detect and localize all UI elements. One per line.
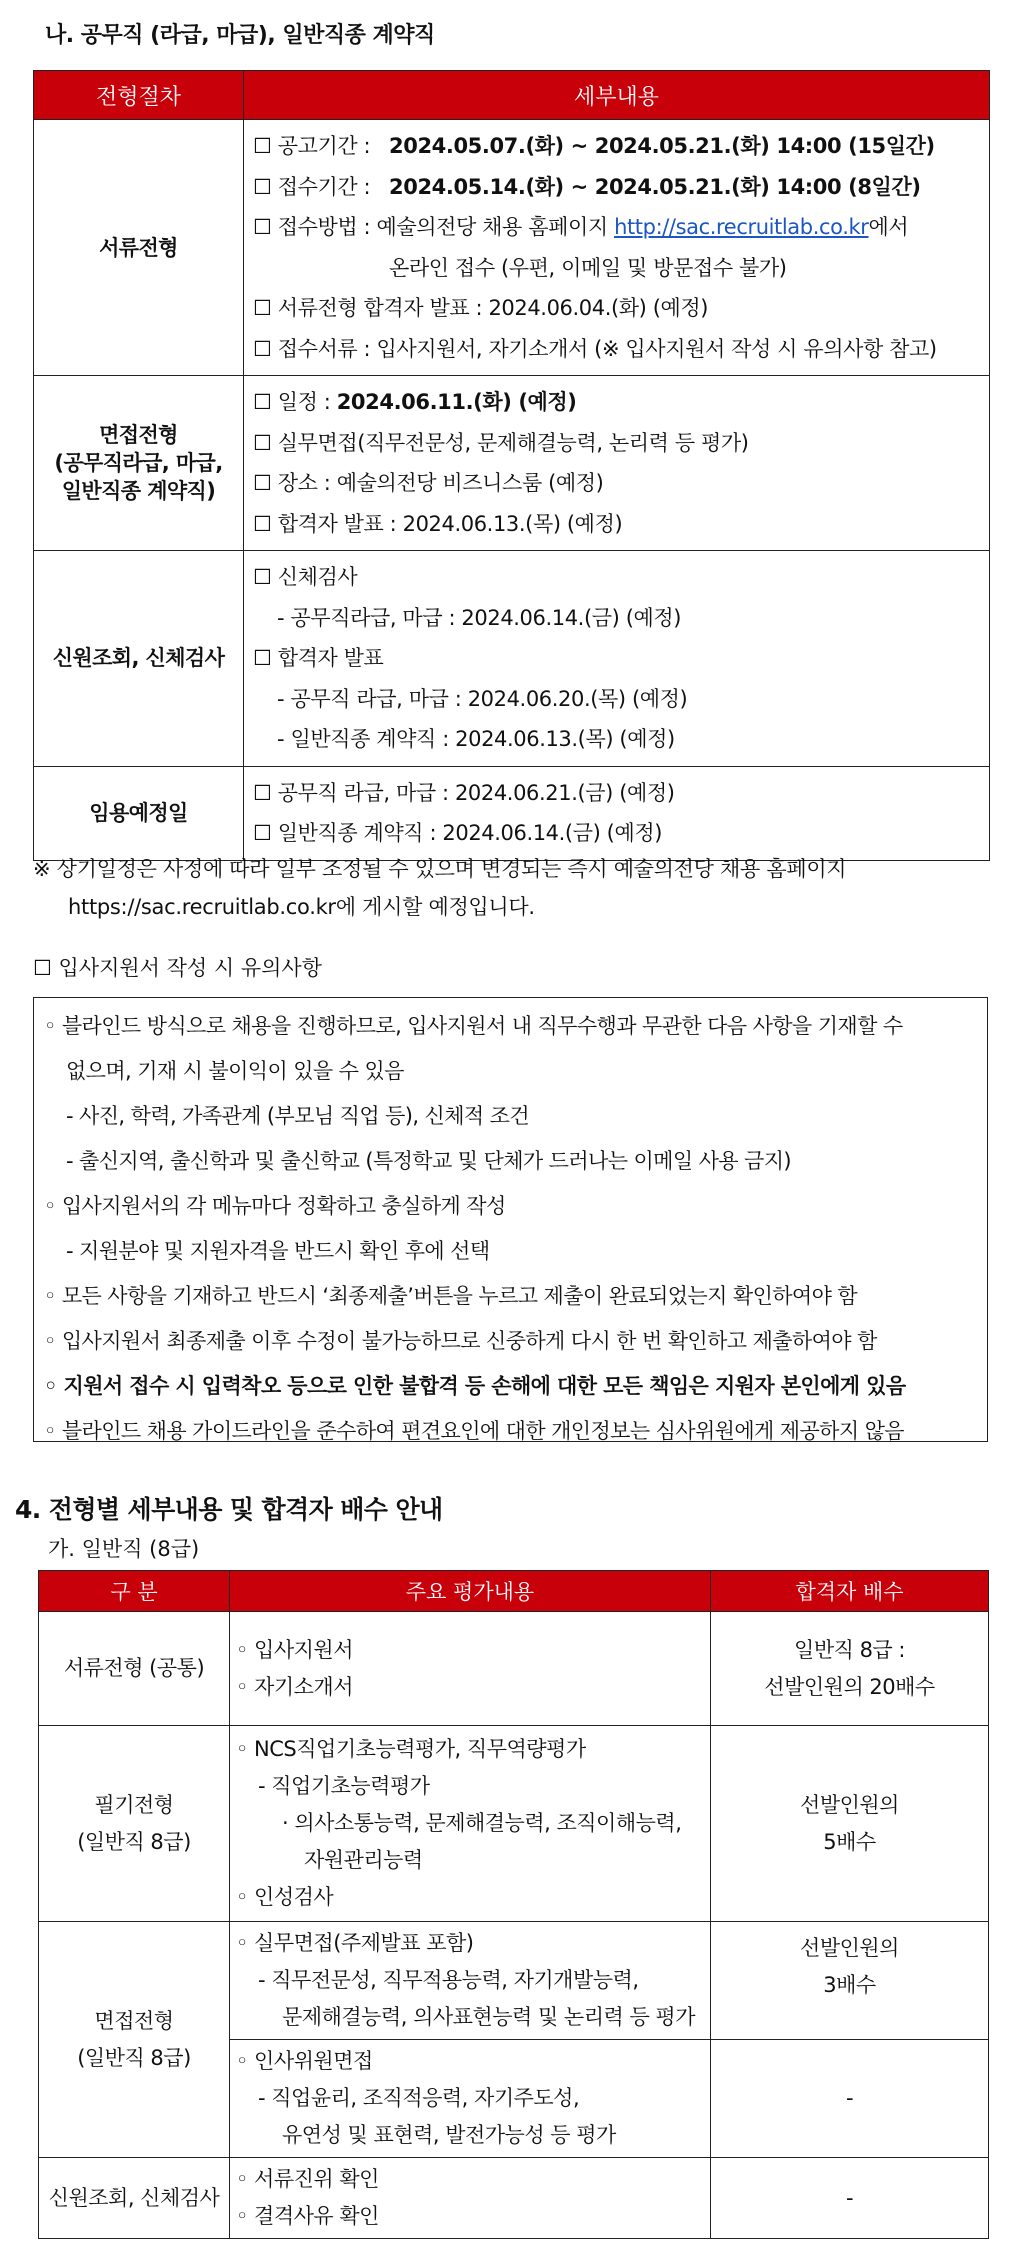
text-line: ☐ 일반직종 계약직 : 2024.06.14.(금) (예정) <box>253 821 663 845</box>
text-line: - 직업기초능력평가 <box>258 1774 430 1798</box>
stage-hire: 임용예정일 <box>34 766 244 860</box>
text-line: - 일반직종 계약직 : 2024.06.13.(목) (예정) <box>277 727 675 751</box>
text-line: ◦ 입사지원서 <box>236 1637 353 1662</box>
header-stage: 전형절차 <box>34 71 244 120</box>
header-detail: 세부내용 <box>244 71 990 120</box>
caution-box <box>33 997 988 1442</box>
text-line: ◦ NCS직업기초능력평가, 직무역량평가 <box>236 1737 586 1761</box>
stage-cell <box>39 1726 230 1922</box>
text-line: - 공무직라급, 마급 : 2024.06.14.(금) (예정) <box>277 605 682 630</box>
list-item: ◦ 블라인드 채용 가이드라인을 준수하여 편견요인에 대한 개인정보는 심사위원에게 제공하지 않음 <box>44 1419 904 1443</box>
content-cell <box>230 2040 711 2158</box>
text-line: 선발인원의 <box>800 1936 899 1960</box>
text-line: 자원관리능력 <box>304 1848 423 1872</box>
text-line: ☐ 서류전형 합격자 발표 : 2024.06.04.(화) (예정) <box>253 296 709 320</box>
stage-line: 면접전형 <box>99 423 178 447</box>
value: 2024.05.07.(화) ~ 2024.05.21.(화) 14:00 (15일간) <box>389 134 935 158</box>
stage-cell: 서류전형 (공통) <box>39 1612 230 1726</box>
table-row <box>39 1726 989 1922</box>
list-item: - 사진, 학력, 가족관계 (부모님 직업 등), 신체적 조건 <box>66 1104 530 1128</box>
text-line: (일반직 8급) <box>77 2045 191 2070</box>
list-item: ◦ 지원서 접수 시 입력착오 등으로 인한 불합격 등 손해에 대한 모든 책임은 지원자 본인에게 있음 <box>44 1374 906 1398</box>
text-line: (일반직 8급) <box>77 1829 191 1854</box>
value: 2024.05.14.(화) ~ 2024.05.21.(화) 14:00 (8일간) <box>389 174 921 199</box>
text-line: - 공무직 라급, 마급 : 2024.06.20.(목) (예정) <box>277 686 688 711</box>
text-line: 유연성 및 표현력, 발전가능성 등 평가 <box>282 2123 616 2147</box>
text-line: ☐ 실무면접(직무전문성, 문제해결능력, 논리력 등 평가) <box>253 430 749 455</box>
stage-check: 신원조회, 신체검사 <box>34 551 244 767</box>
text-line: - 직무전문성, 직무적용능력, 자기개발능력, <box>258 1968 639 1992</box>
table-row <box>39 2158 989 2239</box>
text-line: ◦ 인사위원면접 <box>236 2049 373 2073</box>
label: 에서 <box>868 215 909 239</box>
detail-interview <box>244 376 990 551</box>
text-line: 5배수 <box>823 1829 876 1854</box>
text-line: ◦ 인성검사 <box>236 1885 334 1909</box>
text-line: 필기전형 <box>94 1792 174 1817</box>
table-row <box>34 120 990 376</box>
section4-subtitle: 가. 일반직 (8급) <box>48 1537 200 1561</box>
content-cell <box>230 1612 711 1726</box>
text-line: 선발인원의 20배수 <box>764 1674 935 1699</box>
table-row <box>34 551 990 767</box>
stage-cell <box>39 1922 230 2158</box>
table-row <box>34 766 990 860</box>
ratio-cell <box>711 1612 989 1726</box>
label: ☐ 일정 : <box>253 390 331 414</box>
recruit-link[interactable]: http://sac.recruitlab.co.kr <box>614 215 869 239</box>
schedule-note <box>33 850 846 926</box>
ratio-cell <box>711 1726 989 1922</box>
list-item: ◦ 입사지원서 최종제출 이후 수정이 불가능하므로 신중하게 다시 한 번 확인하고 제출하여야 함 <box>44 1329 877 1353</box>
text-line: 3배수 <box>823 1973 876 1997</box>
section-title: 나. 공무직 (라급, 마급), 일반직종 계약직 <box>45 23 435 48</box>
text-line: ◦ 서류진위 확인 <box>236 2167 379 2191</box>
text-line: ◦ 결격사유 확인 <box>236 2204 379 2228</box>
text-line: 문제해결능력, 의사표현능력 및 논리력 등 평가 <box>282 2005 695 2029</box>
list-item: - 출신지역, 출신학과 및 출신학교 (특정학교 및 단체가 드러나는 이메일 사용 금지) <box>66 1149 792 1173</box>
content-cell <box>230 1726 711 1922</box>
stage-line: 일반직종 계약직) <box>61 479 216 503</box>
list-item: ◦ 블라인드 방식으로 채용을 진행하므로, 입사지원서 내 직무수행과 무관한 다음 사항을 기재할 수 <box>44 1014 903 1038</box>
schedule-table-header <box>34 71 990 120</box>
stage-line: (공무직라급, 마급, <box>54 451 223 475</box>
stage-cell: 신원조회, 신체검사 <box>39 2158 230 2239</box>
text-line: 면접전형 <box>94 2008 174 2033</box>
text-line: 온라인 접수 (우편, 이메일 및 방문접수 불가) <box>389 255 787 280</box>
note-line: ※ 상기일정은 사정에 따라 일부 조정될 수 있으며 변경되는 즉시 예술의전당 채용 홈페이지 <box>33 857 847 881</box>
label: ☐ 접수방법 : 예술의전당 채용 홈페이지 <box>253 215 608 239</box>
header-ratio: 합격자 배수 <box>711 1571 989 1612</box>
stage-interview <box>34 376 244 551</box>
ratio-cell <box>711 1922 989 2040</box>
value: 2024.06.11.(화) (예정) <box>336 390 577 414</box>
label: ☐ 접수기간 : <box>253 174 371 199</box>
list-item: 없으며, 기재 시 불이익이 있을 수 있음 <box>66 1059 404 1083</box>
table-row <box>39 1612 989 1726</box>
table-row <box>39 1922 989 2040</box>
text-line: 일반직 8급 : <box>794 1637 905 1662</box>
text-line: ☐ 공무직 라급, 마급 : 2024.06.21.(금) (예정) <box>253 780 675 805</box>
text-line: ☐ 접수서류 : 입사지원서, 자기소개서 (※ 입사지원서 작성 시 유의사항 참고) <box>253 336 937 361</box>
text-line: · 의사소통능력, 문제해결능력, 조직이해능력, <box>282 1811 682 1835</box>
ratio-cell: - <box>711 2158 989 2239</box>
text-line: ◦ 자기소개서 <box>236 1674 353 1699</box>
stage-document: 서류전형 <box>34 120 244 376</box>
note-line: https://sac.recruitlab.co.kr에 게시할 예정입니다. <box>68 895 535 919</box>
header-category: 구 분 <box>39 1571 230 1612</box>
evaluation-table-header <box>39 1571 989 1612</box>
label: ☐ 공고기간 : <box>253 134 371 158</box>
text-line: ☐ 신체검사 <box>253 565 358 589</box>
text-line: ☐ 합격자 발표 <box>253 646 384 670</box>
schedule-table <box>33 70 990 861</box>
section4-title: 4. 전형별 세부내용 및 합격자 배수 안내 <box>15 1495 443 1524</box>
detail-check <box>244 551 990 767</box>
content-cell <box>230 2158 711 2239</box>
header-content: 주요 평가내용 <box>230 1571 711 1612</box>
text-line: ◦ 실무면접(주제발표 포함) <box>236 1931 474 1955</box>
text-line: - 직업윤리, 조직적응력, 자기주도성, <box>258 2086 580 2110</box>
detail-hire <box>244 766 990 860</box>
list-item: - 지원분야 및 지원자격을 반드시 확인 후에 선택 <box>66 1239 490 1263</box>
content-cell <box>230 1922 711 2040</box>
text-line: 선발인원의 <box>800 1792 899 1817</box>
list-item: ◦ 입사지원서의 각 메뉴마다 정확하고 충실하게 작성 <box>44 1194 506 1218</box>
ratio-cell: - <box>711 2040 989 2158</box>
list-item: ◦ 모든 사항을 기재하고 반드시 ‘최종제출’버튼을 누르고 제출이 완료되었는지 확인하여야 함 <box>44 1284 858 1308</box>
detail-document <box>244 120 990 376</box>
caution-title: ☐ 입사지원서 작성 시 유의사항 <box>33 956 322 980</box>
table-row <box>34 376 990 551</box>
text-line: ☐ 합격자 발표 : 2024.06.13.(목) (예정) <box>253 511 623 536</box>
text-line: ☐ 장소 : 예술의전당 비즈니스룸 (예정) <box>253 471 604 495</box>
evaluation-table <box>38 1570 989 2239</box>
